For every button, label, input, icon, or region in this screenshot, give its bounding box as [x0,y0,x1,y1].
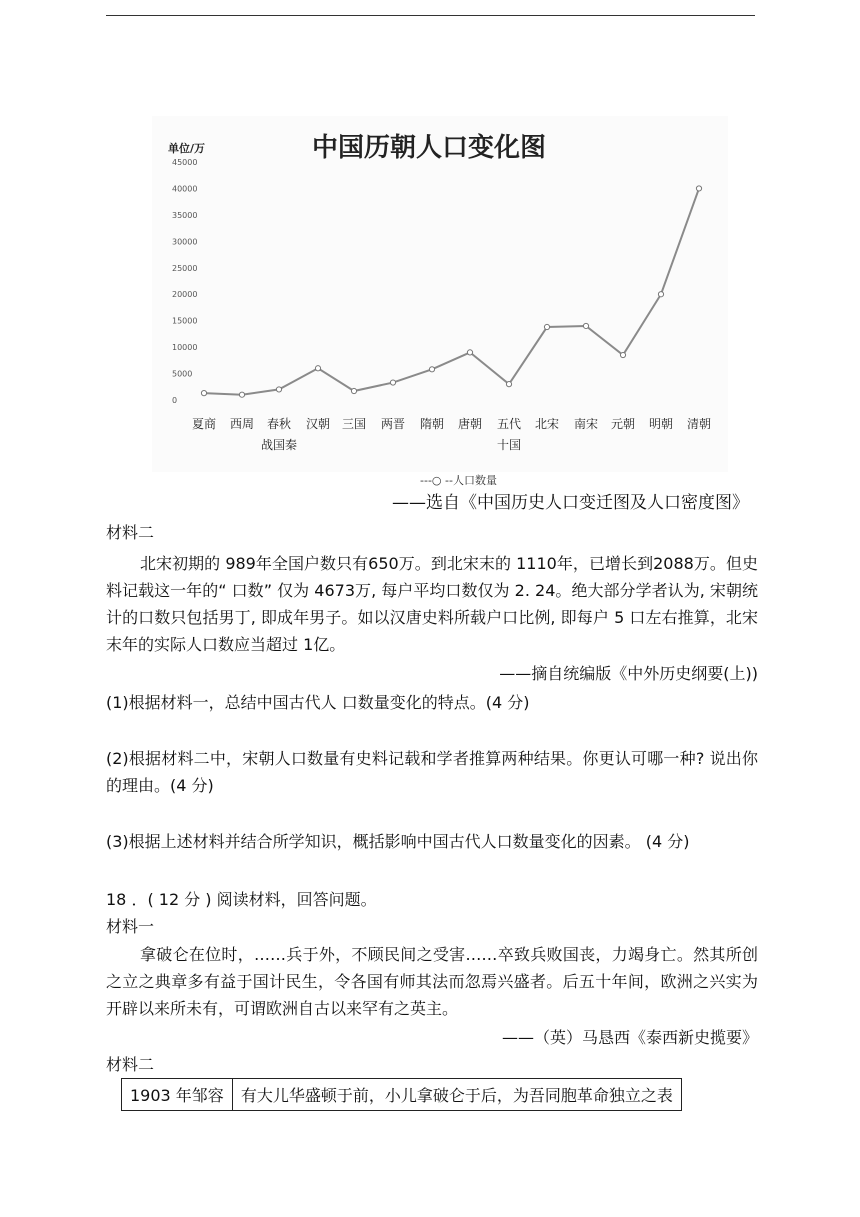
x-tick-label: 北宋 [534,417,560,431]
x-tick-label: 汉朝 [305,417,331,431]
population-series-line [204,188,699,394]
data-point [583,323,588,328]
data-point [239,392,244,397]
source-1: ——选自《中国历史人口变迁图及人口密度图》 [392,493,749,513]
question-1: (1)根据材料一，总结中国古代人 口数量变化的特点。(4 分) [106,693,530,712]
table-cell-author: 1903 年邹容 [122,1079,233,1111]
y-tick-label: 30000 [172,237,198,247]
chart-title: 中国历朝人口变化图 [312,133,547,163]
source-2: ——摘自统编版《中外历史纲要(上)) [499,664,758,683]
material-1-paragraph: 拿破仑在位时，……兵于外，不顾民间之受害……卒致兵败国丧，力竭身亡。然其所创之立之典章多有益于国计民生，令各国有师其法而忽焉兴盛者。后五十年间，欧洲之兴实为开辟以来所未有，可谓欧洲自古以来罕有之英主。 [106,945,758,1018]
y-axis-label: 单位/万 [168,142,206,155]
x-tick-label: 隋朝 [419,417,445,431]
y-tick-label: 25000 [172,263,198,273]
x-tick-label: 清朝 [686,417,712,431]
y-tick-label: 40000 [172,184,198,194]
y-tick-label: 45000 [172,158,198,167]
material-2-label: 材料二 [106,523,155,542]
x-tick-label: 五代 [496,417,522,431]
top-rule [106,15,755,16]
x-tick-label: 南宋 [573,417,599,431]
x-tick-label: 十国 [496,438,522,452]
material-2b-label: 材料二 [106,1055,155,1074]
x-tick-label: 西周 [229,417,255,431]
x-tick-label: 明朝 [648,417,674,431]
data-point [658,292,663,297]
table-cell-quote: 有大儿华盛顿于前，小儿拿破仑于后，为吾同胞革命独立之表 [232,1079,681,1111]
data-point [351,388,356,393]
y-tick-label: 35000 [172,210,198,220]
data-point [506,382,511,387]
material-1-label: 材料一 [106,917,155,936]
data-point [429,367,434,372]
y-tick-label: 10000 [172,343,198,353]
data-point [276,387,281,392]
x-tick-label: 夏商 [191,417,217,431]
legend-label: ---○ --人口数量 [420,474,497,487]
x-tick-label: 三国 [341,417,367,431]
y-tick-label: 5000 [172,369,193,379]
population-chart-svg [152,116,728,487]
data-point [390,380,395,385]
question-2: (2)根据材料二中，宋朝人口数量有史料记载和学者推算两种结果。你更认可哪一种? 说出你的理由。(4 分) [106,749,758,795]
material-2b-table [121,1078,682,1111]
source-3: ——（英）马恳西《泰西新史揽要》 [501,1028,758,1047]
y-tick-label: 15000 [172,316,198,326]
population-chart [152,116,728,487]
data-point [696,186,701,191]
data-point [201,391,206,396]
x-tick-label: 唐朝 [457,417,483,431]
data-point [620,352,625,357]
y-tick-label: 20000 [172,290,198,300]
table-row [122,1079,682,1111]
data-point [315,366,320,371]
question-3: (3)根据上述材料并结合所学知识，概括影响中国古代人口数量变化的因素。 (4 分) [106,832,690,851]
x-tick-label: 元朝 [610,417,636,431]
data-point [544,324,549,329]
x-tick-label: 两晋 [380,417,406,431]
x-tick-label: 春秋 [266,417,292,431]
y-tick-label: 0 [172,396,178,405]
data-point [467,350,472,355]
material-2-paragraph: 北宋初期的 989年全国户数只有650万。到北宋末的 1110年，已增长到2088万。但史料记载这一年的“ 口数” 仅为 4673万, 每户平均口数仅为 2. 24。绝大部分学者认为, 宋朝统计的口数只包括男丁, 即成年男子。如以汉唐史料所载户口比例, 即每户 5 口左右推算，北宋末年的实际人口数应当超过 1亿。 [106,554,758,654]
question-18: 18 ．( 12 分 ) 阅读材料，回答问题。 [106,890,377,909]
x-tick-label: 战国秦 [260,438,298,452]
